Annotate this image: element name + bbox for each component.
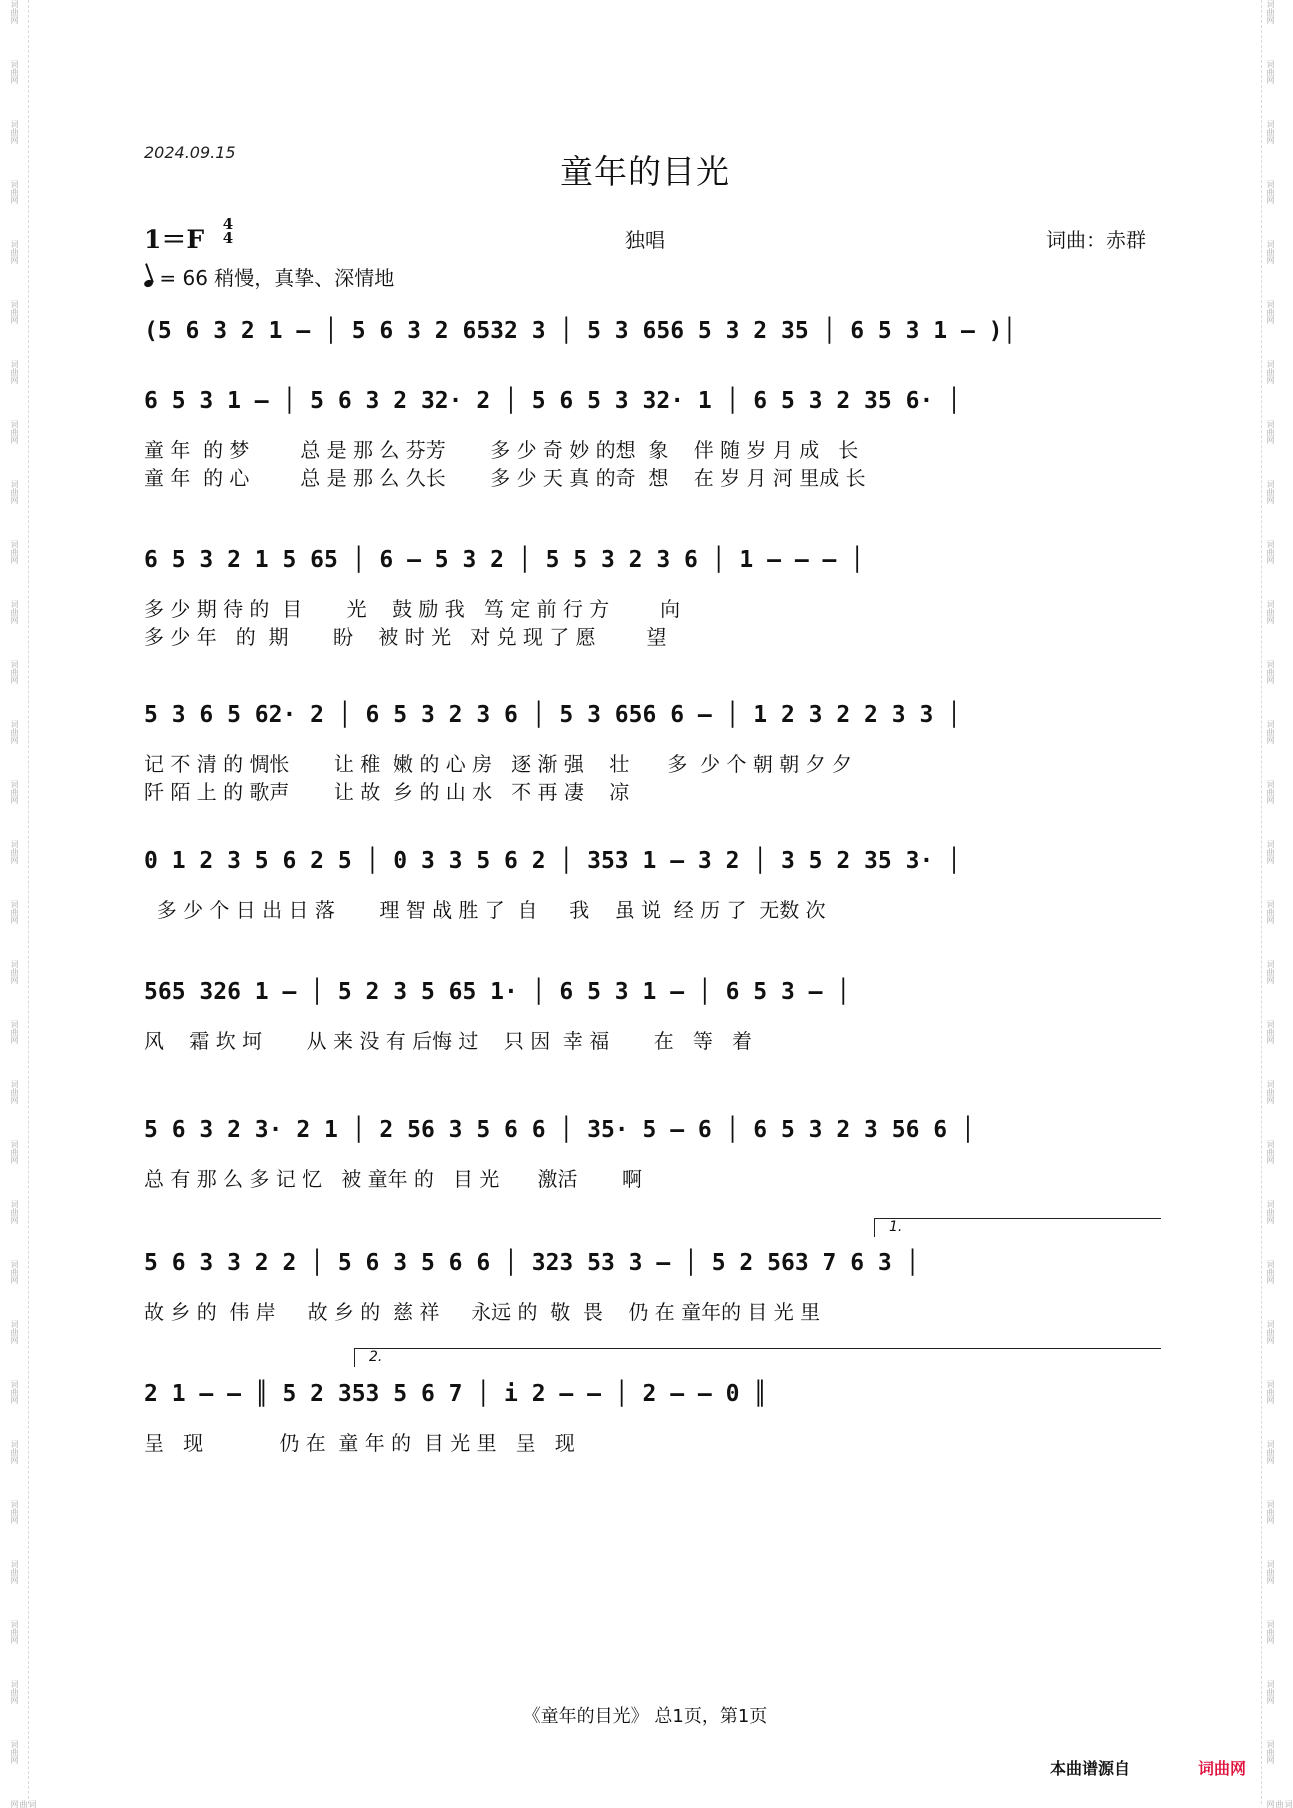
lyric-line: 童 年 的 心 总 是 那 么 久长 多 少 天 真 的奇 想 在 岁 月 河 里成 长 <box>144 466 866 490</box>
watermark-text: 词曲网 <box>1266 0 1275 24</box>
quarter-note-icon <box>143 279 154 289</box>
watermark-text: 词曲网 <box>1266 420 1275 444</box>
lyric-line: 童 年 的 梦 总 是 那 么 芬芳 多 少 奇 妙 的想 象 伴 随 岁 月 成 长 <box>144 438 859 462</box>
watermark-text: 词曲网 <box>10 240 19 264</box>
date: 2024.09.15 <box>144 143 236 162</box>
watermark-text: 词曲网 <box>10 660 19 684</box>
watermark-text: 词曲网 <box>1266 1140 1275 1164</box>
watermark-text: 词曲网 <box>10 1380 19 1404</box>
watermark-text: 词曲网 <box>1266 1200 1275 1224</box>
watermark-text: 词曲网 <box>10 1560 19 1584</box>
lyric-line: 多 少 期 待 的 目 光 鼓 励 我 笃 定 前 行 方 向 <box>144 597 681 621</box>
tempo-marking <box>144 262 394 291</box>
note-line: 6 5 3 2 1 5 65 │ 6 – 5 3 2 │ 5 5 3 2 3 6 │ 1 – – – │ <box>144 547 865 573</box>
watermark-text: 词曲网 <box>1266 1800 1293 1808</box>
watermark-text: 词曲网 <box>10 60 19 84</box>
watermark-text: 词曲网 <box>1266 360 1275 384</box>
lyric-line: 呈 现 仍 在 童 年 的 目 光 里 呈 现 <box>144 1431 575 1455</box>
watermark-text: 词曲网 <box>10 600 19 624</box>
lyric-line: 总 有 那 么 多 记 忆 被 童年 的 目 光 激活 啊 <box>144 1167 643 1191</box>
note-line: (5 6 3 2 1 – │ 5 6 3 2 6532 3 │ 5 3 656 5 3 2 35 │ 6 5 3 1 – )│ <box>144 318 1017 344</box>
song-title: 童年的目光 <box>560 152 730 191</box>
watermark-text: 词曲网 <box>10 1140 19 1164</box>
source-brand: 词曲网 <box>1198 1759 1247 1778</box>
watermark-text: 词曲网 <box>10 540 19 564</box>
watermark-text: 词曲网 <box>1266 240 1275 264</box>
lyric-line: 风 霜 坎 坷 从 来 没 有 后悔 过 只 因 幸 福 在 等 着 <box>144 1029 752 1053</box>
watermark-text: 词曲网 <box>10 780 19 804</box>
watermark-text: 词曲网 <box>10 840 19 864</box>
watermark-text: 词曲网 <box>10 420 19 444</box>
left-watermark-strip <box>6 0 37 1808</box>
watermark-text: 词曲网 <box>1266 1560 1275 1584</box>
watermark-text: 词曲网 <box>10 1620 19 1644</box>
page-footer: 《童年的目光》 总1页，第1页 <box>522 1706 768 1727</box>
watermark-text: 词曲网 <box>10 1440 19 1464</box>
watermark-text: 词曲网 <box>1266 180 1275 204</box>
watermark-text: 词曲网 <box>1266 60 1275 84</box>
watermark-text: 词曲网 <box>10 1800 37 1808</box>
watermark-text: 词曲网 <box>10 960 19 984</box>
lyric-line: 多 少 年 的 期 盼 被 时 光 对 兑 现 了 愿 望 <box>144 625 667 649</box>
watermark-text: 词曲网 <box>10 1200 19 1224</box>
watermark-text: 词曲网 <box>10 120 19 144</box>
watermark-text: 词曲网 <box>10 180 19 204</box>
time-signature-bottom: 4 <box>222 229 234 247</box>
key-signature: 1＝F <box>144 225 205 254</box>
watermark-text: 词曲网 <box>1266 300 1275 324</box>
watermark-text: 词曲网 <box>10 720 19 744</box>
watermark-text: 词曲网 <box>1266 1260 1275 1284</box>
watermark-text: 词曲网 <box>1266 1620 1275 1644</box>
watermark-text: 词曲网 <box>1266 720 1275 744</box>
watermark-text: 词曲网 <box>10 900 19 924</box>
watermark-text: 词曲网 <box>10 480 19 504</box>
lyric-line: 记 不 清 的 惆怅 让 稚 嫩 的 心 房 逐 渐 强 壮 多 少 个 朝 朝 夕 夕 <box>144 752 852 776</box>
watermark-text: 词曲网 <box>1266 1500 1275 1524</box>
watermark-text: 词曲网 <box>1266 1380 1275 1404</box>
watermark-text: 词曲网 <box>1266 960 1275 984</box>
watermark-text: 词曲网 <box>10 1080 19 1104</box>
watermark-text: 词曲网 <box>1266 780 1275 804</box>
watermark-text: 词曲网 <box>10 1260 19 1284</box>
note-line: 6 5 3 1 – │ 5 6 3 2 32· 2 │ 5 6 5 3 32· 1 │ 6 5 3 2 35 6· │ <box>144 388 961 414</box>
watermark-text: 词曲网 <box>1266 1080 1275 1104</box>
lyric-line: 故 乡 的 伟 岸 故 乡 的 慈 祥 永远 的 敬 畏 仍 在 童年的 目 光 里 <box>144 1300 821 1324</box>
watermark-text: 词曲网 <box>10 1320 19 1344</box>
source-label: 本曲谱源自 <box>1050 1759 1131 1778</box>
note-line: 5 6 3 2 3· 2 1 │ 2 56 3 5 6 6 │ 35· 5 – 6 │ 6 5 3 2 3 56 6 │ <box>144 1117 975 1143</box>
watermark-text: 词曲网 <box>1266 900 1275 924</box>
credits: 词曲：赤群 <box>1046 228 1146 252</box>
watermark-text: 词曲网 <box>1266 1680 1275 1704</box>
time-signature-top: 4 <box>222 215 234 233</box>
watermark-text: 词曲网 <box>1266 540 1275 564</box>
volta-ending: 1. <box>874 1218 1161 1237</box>
watermark-text: 词曲网 <box>1266 120 1275 144</box>
watermark-text: 词曲网 <box>10 1740 19 1764</box>
note-line: 0 1 2 3 5 6 2 5 │ 0 3 3 5 6 2 │ 353 1 – 3 2 │ 3 5 2 35 3· │ <box>144 848 961 874</box>
lyric-line: 阡 陌 上 的 歌声 让 故 乡 的 山 水 不 再 凄 凉 <box>144 780 630 804</box>
note-line: 5 6 3 3 2 2 │ 5 6 3 5 6 6 │ 323 53 3 – │ 5 2 563 7 6 3 │ <box>144 1250 920 1276</box>
performance-type: 独唱 <box>625 228 665 252</box>
watermark-text: 词曲网 <box>1266 1440 1275 1464</box>
watermark-text: 词曲网 <box>1266 1020 1275 1044</box>
lyric-line: 多 少 个 日 出 日 落 理 智 战 胜 了 自 我 虽 说 经 历 了 无数 次 <box>144 898 826 922</box>
note-line: 5 3 6 5 62· 2 │ 6 5 3 2 3 6 │ 5 3 656 6 – │ 1 2 3 2 2 3 3 │ <box>144 702 961 728</box>
right-watermark-strip <box>1261 0 1293 1808</box>
watermark-text: 词曲网 <box>1266 840 1275 864</box>
watermark-text: 词曲网 <box>1266 1740 1275 1764</box>
watermark-text: 词曲网 <box>1266 660 1275 684</box>
watermark-text: 词曲网 <box>1266 600 1275 624</box>
note-line: 565 326 1 – │ 5 2 3 5 65 1· │ 6 5 3 1 – │ 6 5 3 – │ <box>144 979 851 1005</box>
watermark-text: 词曲网 <box>10 1500 19 1524</box>
watermark-text: 词曲网 <box>1266 1320 1275 1344</box>
volta-ending: 2. <box>354 1348 1161 1367</box>
watermark-text: 词曲网 <box>10 0 19 24</box>
note-line: 2 1 – – ║ 5 2 353 5 6 7 │ i 2 – – │ 2 – – 0 ║ <box>144 1381 768 1407</box>
tempo-text: = 66 稍慢，真挚、深情地 <box>159 266 395 290</box>
watermark-text: 词曲网 <box>10 1020 19 1044</box>
watermark-text: 词曲网 <box>10 300 19 324</box>
watermark-text: 词曲网 <box>10 360 19 384</box>
watermark-text: 词曲网 <box>10 1680 19 1704</box>
watermark-text: 词曲网 <box>1266 480 1275 504</box>
